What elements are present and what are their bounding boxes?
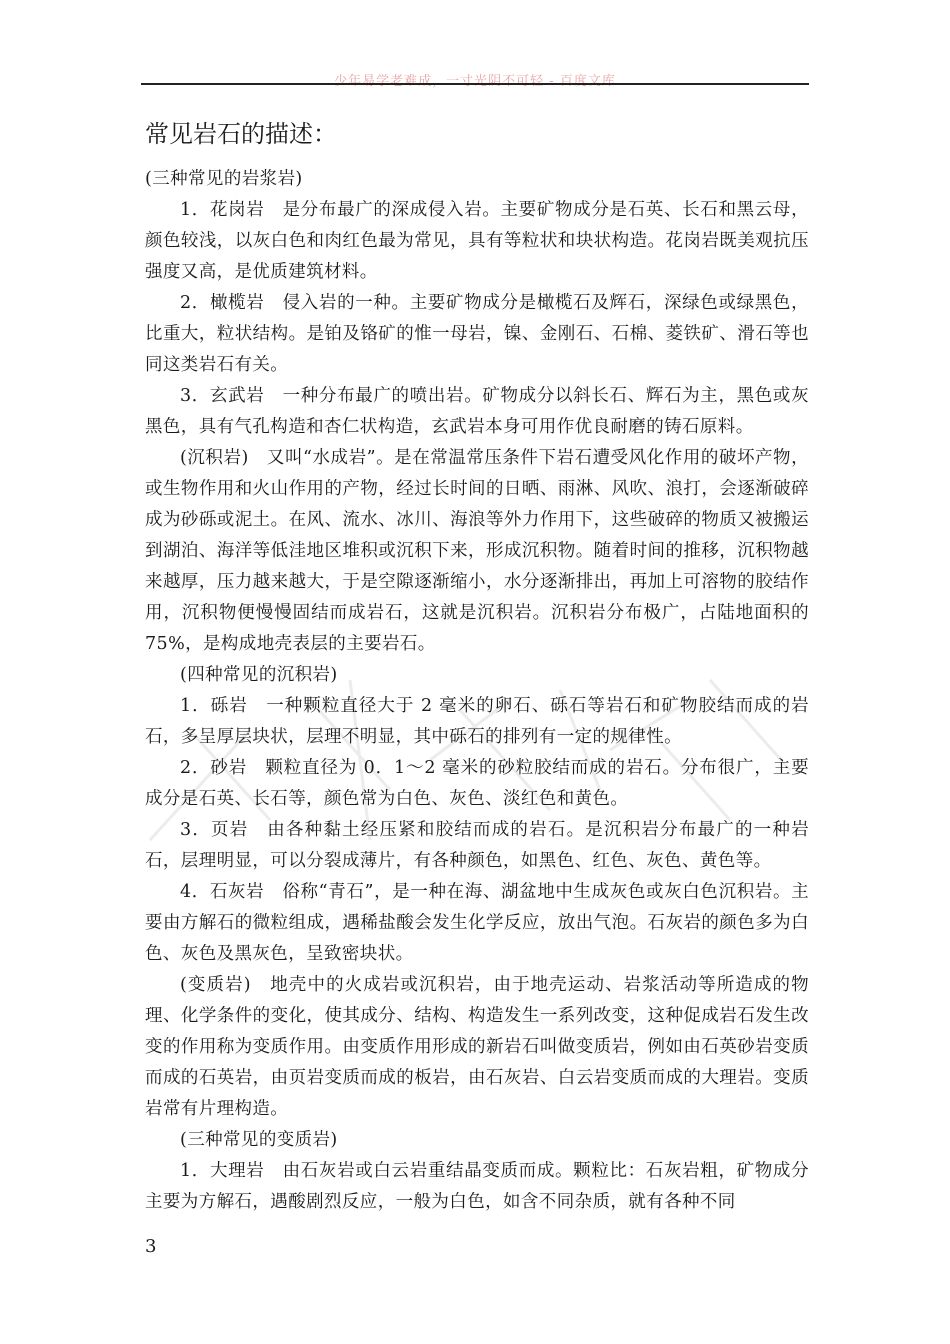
paragraph-peridotite: 2．橄榄岩 侵入岩的一种。主要矿物成分是橄榄石及辉石，深绿色或绿黑色，比重大，粒状结构。是铂及铬矿的惟一母岩，镍、金刚石、石棉、菱铁矿、滑石等也同这类岩石有关。 [145, 293, 809, 375]
section-heading-igneous: (三种常见的岩浆岩) [145, 169, 303, 189]
paragraph-limestone: 4．石灰岩 俗称“青石”，是一种在海、湖盆地中生成灰色或灰白色沉积岩。主要由方解石的微粒组成，遇稀盐酸会发生化学反应，放出气泡。石灰岩的颜色多为白色、灰色及黑灰色，呈致密块状。 [145, 882, 809, 964]
paragraph-shale: 3．页岩 由各种黏土经压紧和胶结而成的岩石。是沉积岩分布最广的一种岩石，层理明显，可以分裂成薄片，有各种颜色，如黑色、红色、灰色、黄色等。 [145, 820, 809, 871]
paragraph-metamorphic: (变质岩) 地壳中的火成岩或沉积岩，由于地壳运动、岩浆活动等所造成的物理、化学条件的变化，使其成分、结构、构造发生一系列改变，这种促成岩石发生改变的作用称为变质作用。由变质作用形成的新岩石叫做变质岩，例如由石英砂岩变质而成的石英岩，由页岩变质而成的板岩，由石灰岩、白云岩变质而成的大理岩。变质岩常有片理构造。 [145, 975, 809, 1119]
document-body [145, 112, 809, 1218]
paragraph-granite: 1．花岗岩 是分布最广的深成侵入岩。主要矿物成分是石英、长石和黑云母，颜色较浅，以灰白色和肉红色最为常见，具有等粒状和块状构造。花岗岩既美观抗压强度又高，是优质建筑材料。 [145, 200, 809, 282]
paragraph-conglomerate: 1．砾岩 一种颗粒直径大于 2 毫米的卵石、砾石等岩石和矿物胶结而成的岩石，多呈厚层块状，层理不明显，其中砾石的排列有一定的规律性。 [145, 696, 809, 747]
section-heading-sedimentary: (四种常见的沉积岩) [180, 665, 338, 685]
page-number: 3 [145, 1236, 157, 1257]
page-header-text: 少年易学老难成，一寸光阴不可轻 - 百度文库 [334, 74, 616, 89]
document-title: 常见岩石的描述： [145, 120, 337, 148]
paragraph-sandstone: 2．砂岩 颗粒直径为 0．1～2 毫米的砂粒胶结而成的岩石。分布很广，主要成分是石英、长石等，颜色常为白色、灰色、淡红色和黄色。 [145, 758, 809, 809]
paragraph-basalt: 3．玄武岩 一种分布最广的喷出岩。矿物成分以斜长石、辉石为主，黑色或灰黑色，具有气孔构造和杏仁状构造，玄武岩本身可用作优良耐磨的铸石原料。 [145, 386, 809, 437]
section-heading-metamorphic: (三种常见的变质岩) [180, 1130, 338, 1150]
paragraph-sedimentary: (沉积岩) 又叫“水成岩”。是在常温常压条件下岩石遭受风化作用的破坏产物，或生物作用和火山作用的产物，经过长时间的日晒、雨淋、风吹、浪打，会逐渐破碎成为砂砾或泥土。在风、流水、冰川、海浪等外力作用下，这些破碎的物质又被搬运到湖泊、海洋等低洼地区堆积或沉积下来，形成沉积物。随着时间的推移，沉积物越来越厚，压力越来越大，于是空隙逐渐缩小，水分逐渐排出，再加上可溶物的胶结作用，沉积物便慢慢固结而成岩石，这就是沉积岩。沉积岩分布极广，占陆地面积的 75%，是构成地壳表层的主要岩石。 [145, 448, 809, 654]
paragraph-marble: 1．大理岩 由石灰岩或白云岩重结晶变质而成。颗粒比：石灰岩粗，矿物成分主要为方解石，遇酸剧烈反应，一般为白色，如含不同杂质，就有各种不同 [145, 1161, 809, 1212]
header-rule [141, 83, 809, 85]
